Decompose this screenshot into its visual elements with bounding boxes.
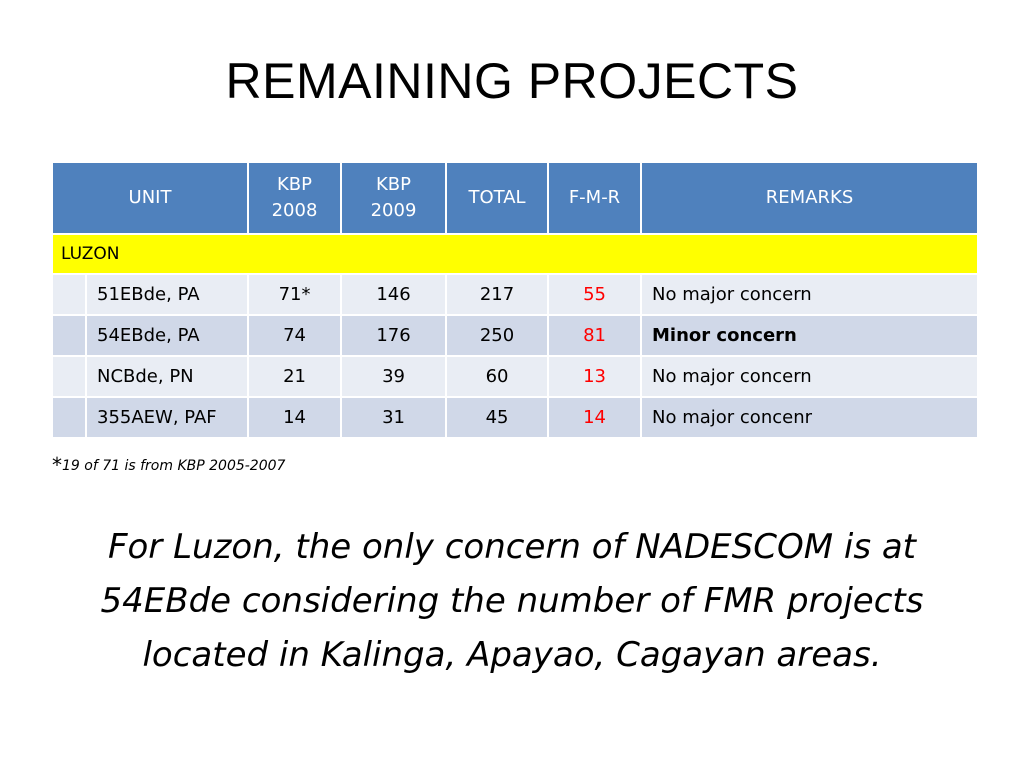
cell-remarks: Minor concern [641,315,978,356]
row-spacer [52,356,86,397]
table-row [52,397,978,438]
header-kbp-2008-line1: KBP [277,174,313,195]
footnote-text: 19 of 71 is from KBP 2005-2007 [62,458,286,474]
cell-total: 60 [446,356,548,397]
cell-fmr: 55 [548,274,641,315]
header-kbp-2008 [248,162,341,234]
cell-unit: 355AEW, PAF [86,397,248,438]
cell-fmr: 81 [548,315,641,356]
cell-kbp-2009: 31 [341,397,446,438]
cell-unit: 54EBde, PA [86,315,248,356]
row-spacer [52,315,86,356]
row-spacer [52,274,86,315]
header-kbp-2008-line2: 2008 [271,200,318,221]
cell-kbp-2009: 146 [341,274,446,315]
cell-total: 45 [446,397,548,438]
cell-kbp-2009: 176 [341,315,446,356]
cell-remarks: No major concenr [641,397,978,438]
footnote-asterisk: * [52,453,62,477]
table-row [52,315,978,356]
row-spacer [52,397,86,438]
summary-text: For Luzon, the only concern of NADESCOM is at 54EBde considering the number of FMR projects located in Kalinga, Apayao, Cagayan areas. [100,527,924,675]
cell-kbp-2008: 14 [248,397,341,438]
cell-unit: 51EBde, PA [86,274,248,315]
header-remarks: REMARKS [641,162,978,234]
header-kbp-2009-line1: KBP [376,174,412,195]
region-label: LUZON [52,234,978,274]
table-row [52,274,978,315]
header-total: TOTAL [446,162,548,234]
cell-kbp-2008: 21 [248,356,341,397]
header-kbp-2009 [341,162,446,234]
header-unit: UNIT [52,162,248,234]
header-fmr: F-M-R [548,162,641,234]
slide-title: REMAINING PROJECTS [225,53,799,109]
cell-remarks: No major concern [641,356,978,397]
cell-fmr: 14 [548,397,641,438]
cell-kbp-2009: 39 [341,356,446,397]
header-kbp-2009-line2: 2009 [370,200,417,221]
cell-total: 217 [446,274,548,315]
cell-fmr: 13 [548,356,641,397]
cell-kbp-2008: 74 [248,315,341,356]
region-row [52,234,978,274]
footnote [52,453,285,477]
cell-remarks: No major concern [641,274,978,315]
table-row [52,356,978,397]
cell-total: 250 [446,315,548,356]
table-header-row [52,162,978,234]
projects-table [51,161,979,439]
cell-unit: NCBde, PN [86,356,248,397]
cell-kbp-2008: 71* [248,274,341,315]
